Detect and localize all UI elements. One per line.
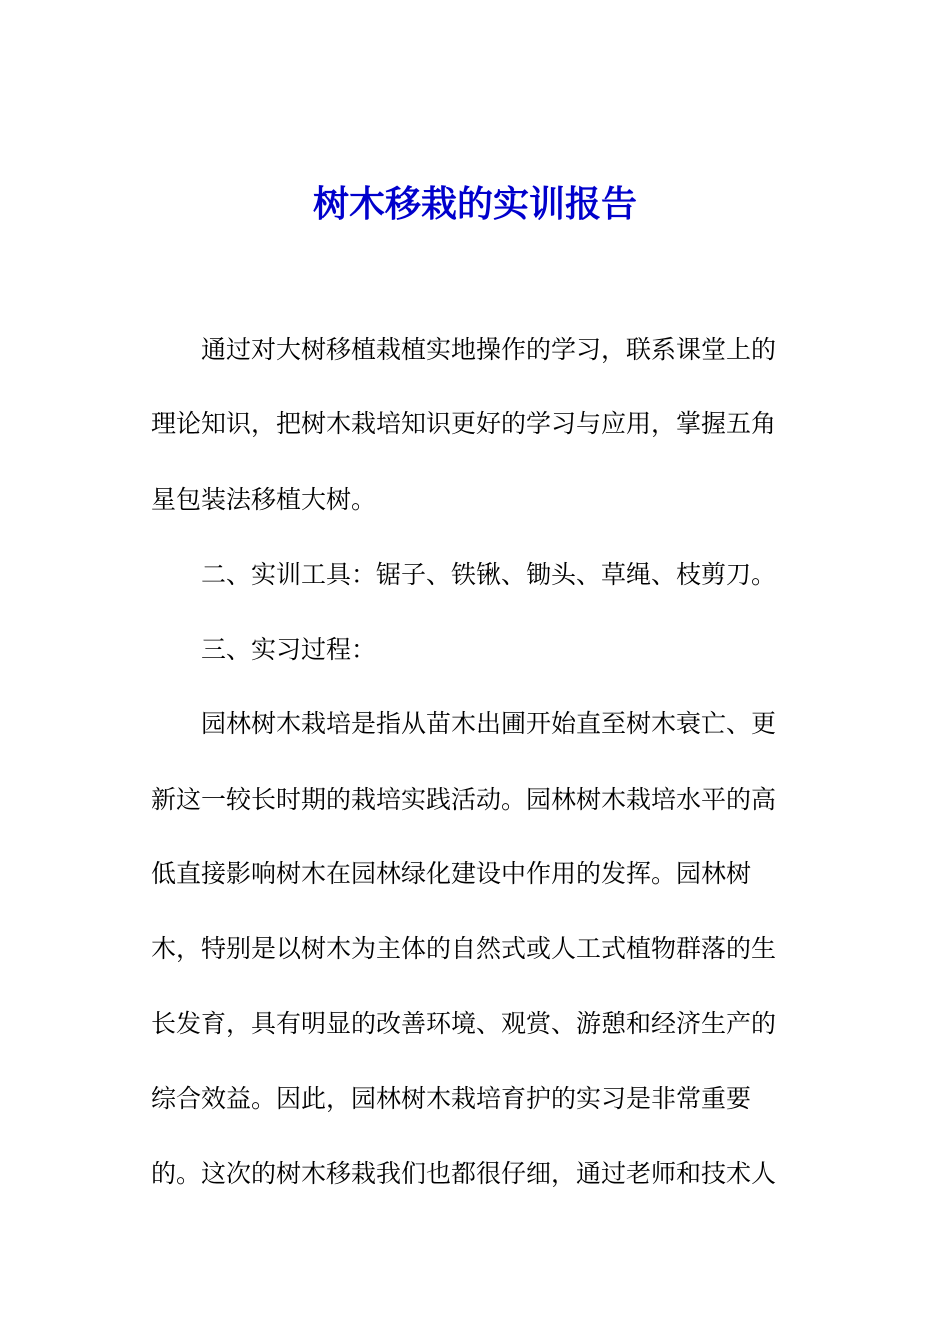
body-line: 木，特别是以树木为主体的自然式或人工式植物群落的生 bbox=[151, 934, 777, 963]
body-line: 通过对大树移植栽植实地操作的学习，联系课堂上的 bbox=[201, 335, 777, 364]
body-line: 新这一较长时期的栽培实践活动。园林树木栽培水平的高 bbox=[151, 785, 777, 814]
body-line: 星包装法移植大树。 bbox=[151, 485, 377, 514]
document-title: 树木移栽的实训报告 bbox=[312, 183, 637, 225]
body-line: 长发育，具有明显的改善环境、观赏、游憩和经济生产的 bbox=[151, 1009, 777, 1038]
body-line: 综合效益。因此，园林树木栽培育护的实习是非常重要 bbox=[151, 1084, 752, 1113]
body-line: 低直接影响树木在园林绿化建设中作用的发挥。园林树 bbox=[151, 859, 752, 888]
body-line: 的。这次的树木移栽我们也都很仔细，通过老师和技术人 bbox=[151, 1159, 777, 1188]
body-line: 理论知识，把树木栽培知识更好的学习与应用，掌握五角 bbox=[151, 409, 777, 438]
body-line: 三、实习过程： bbox=[201, 635, 377, 664]
body-line: 园林树木栽培是指从苗木出圃开始直至树木衰亡、更 bbox=[201, 709, 777, 738]
body-line: 二、实训工具：锯子、铁锹、锄头、草绳、枝剪刀。 bbox=[201, 560, 777, 589]
